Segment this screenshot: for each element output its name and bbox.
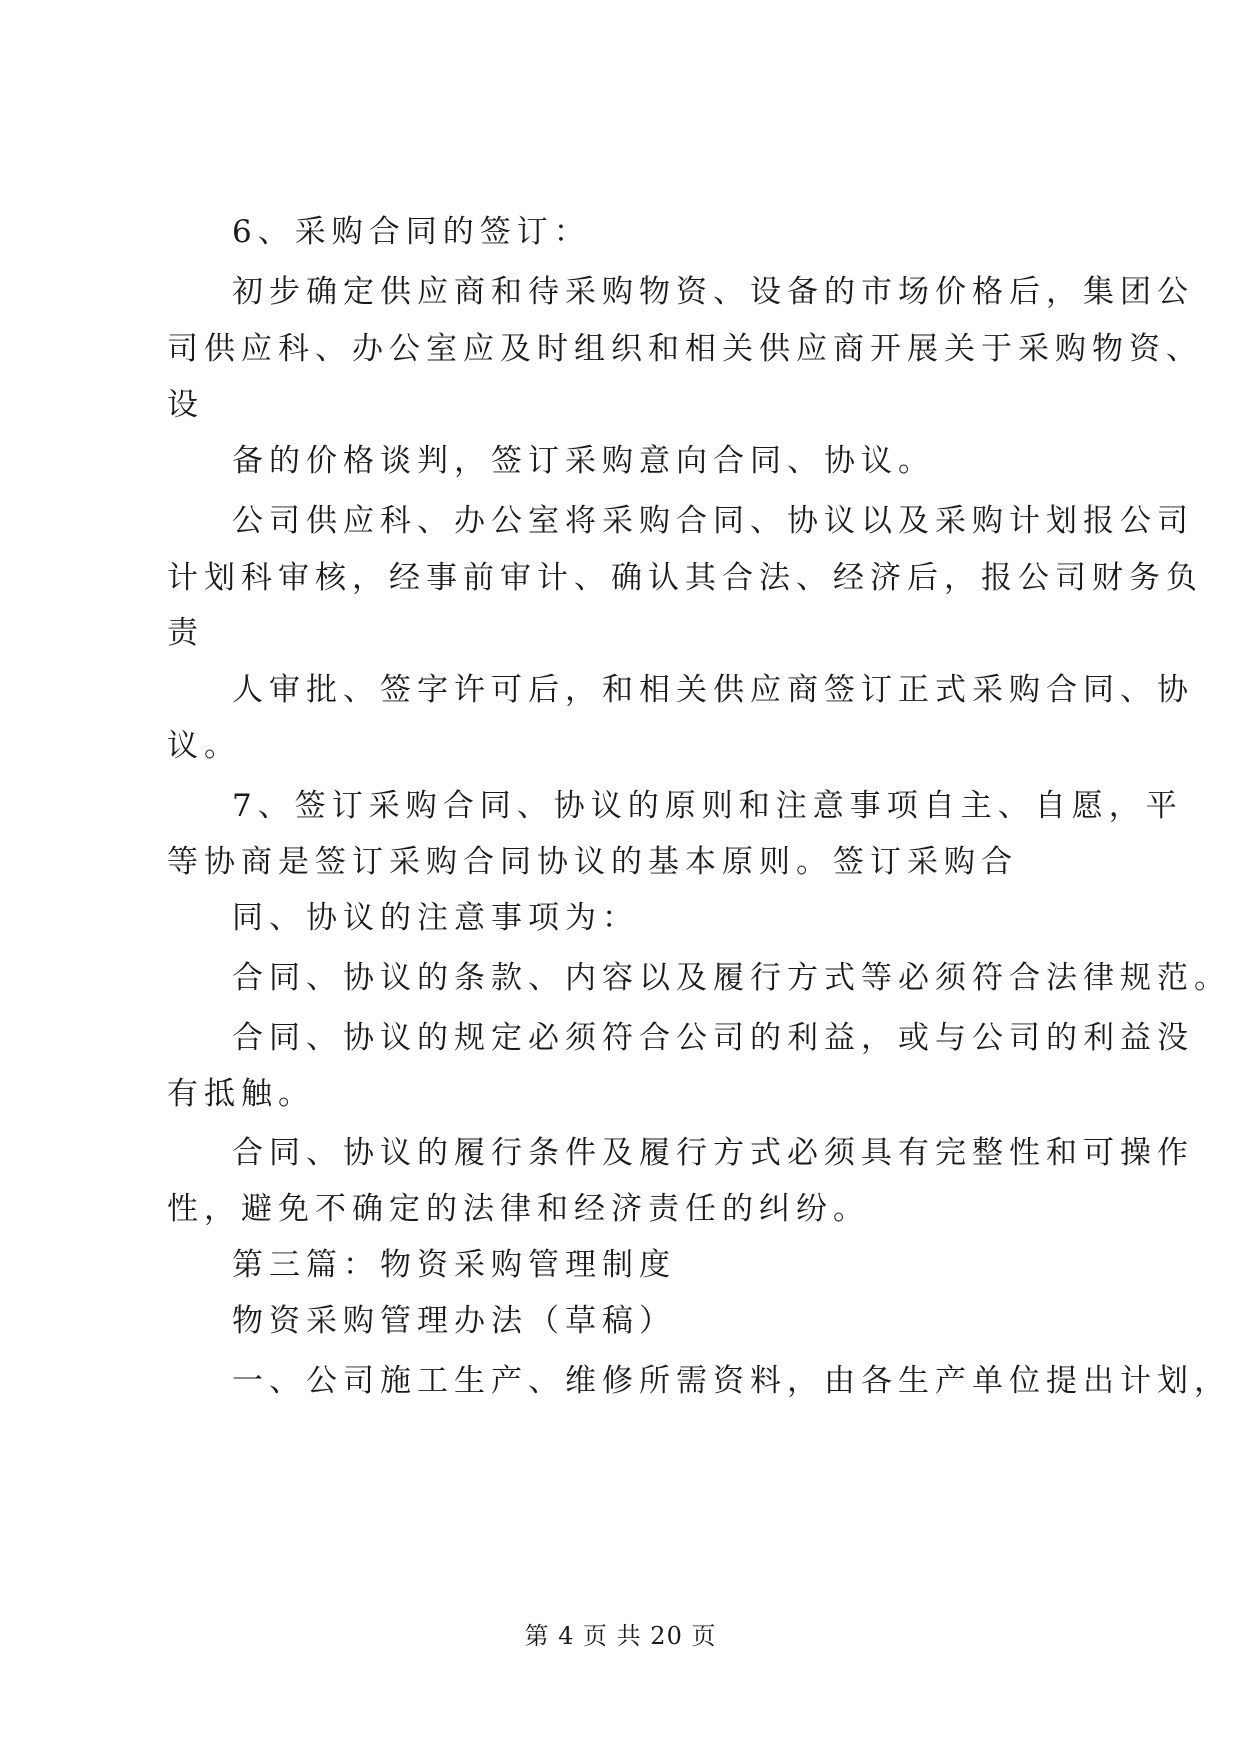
section-heading: 第三篇：物资采购管理制度 bbox=[232, 1247, 676, 1283]
text-line: 计划科审核，经事前审计、确认其合法、经济后，报公司财务负 bbox=[167, 560, 1203, 596]
text-line: 6、采购合同的签订： bbox=[232, 214, 591, 250]
text-line: 等协商是签订采购合同协议的基本原则。签订采购合 bbox=[167, 844, 1018, 880]
text-line: 司供应科、办公室应及时组织和相关供应商开展关于采购物资、 bbox=[167, 331, 1203, 367]
text-line: 责 bbox=[167, 615, 204, 651]
text-line: 议。 bbox=[167, 728, 241, 764]
text-line: 合同、协议的规定必须符合公司的利益，或与公司的利益没 bbox=[232, 1020, 1194, 1056]
text-line: 初步确定供应商和待采购物资、设备的市场价格后，集团公 bbox=[232, 274, 1194, 310]
text-line: 一、公司施工生产、维修所需资料，由各生产单位提出计划， bbox=[232, 1363, 1231, 1399]
text-line: 备的价格谈判，签订采购意向合同、协议。 bbox=[232, 443, 935, 479]
text-line: 公司供应科、办公室将采购合同、协议以及采购计划报公司 bbox=[232, 503, 1194, 539]
text-line: 7、签订采购合同、协议的原则和注意事项自主、自愿，平 bbox=[232, 788, 1183, 824]
subsection-heading: 物资采购管理办法（草稿） bbox=[232, 1303, 676, 1339]
text-line: 同、协议的注意事项为： bbox=[232, 900, 639, 936]
text-line: 性，避免不确定的法律和经济责任的纠纷。 bbox=[167, 1191, 870, 1227]
text-line: 有抵触。 bbox=[167, 1076, 315, 1112]
text-line: 人审批、签字许可后，和相关供应商签订正式采购合同、协 bbox=[232, 672, 1194, 708]
page-number-footer: 第 4 页 共 20 页 bbox=[524, 1622, 717, 1650]
text-line: 设 bbox=[167, 387, 204, 423]
text-line: 合同、协议的条款、内容以及履行方式等必须符合法律规范。 bbox=[232, 960, 1231, 996]
text-line: 合同、协议的履行条件及履行方式必须具有完整性和可操作 bbox=[232, 1135, 1194, 1171]
